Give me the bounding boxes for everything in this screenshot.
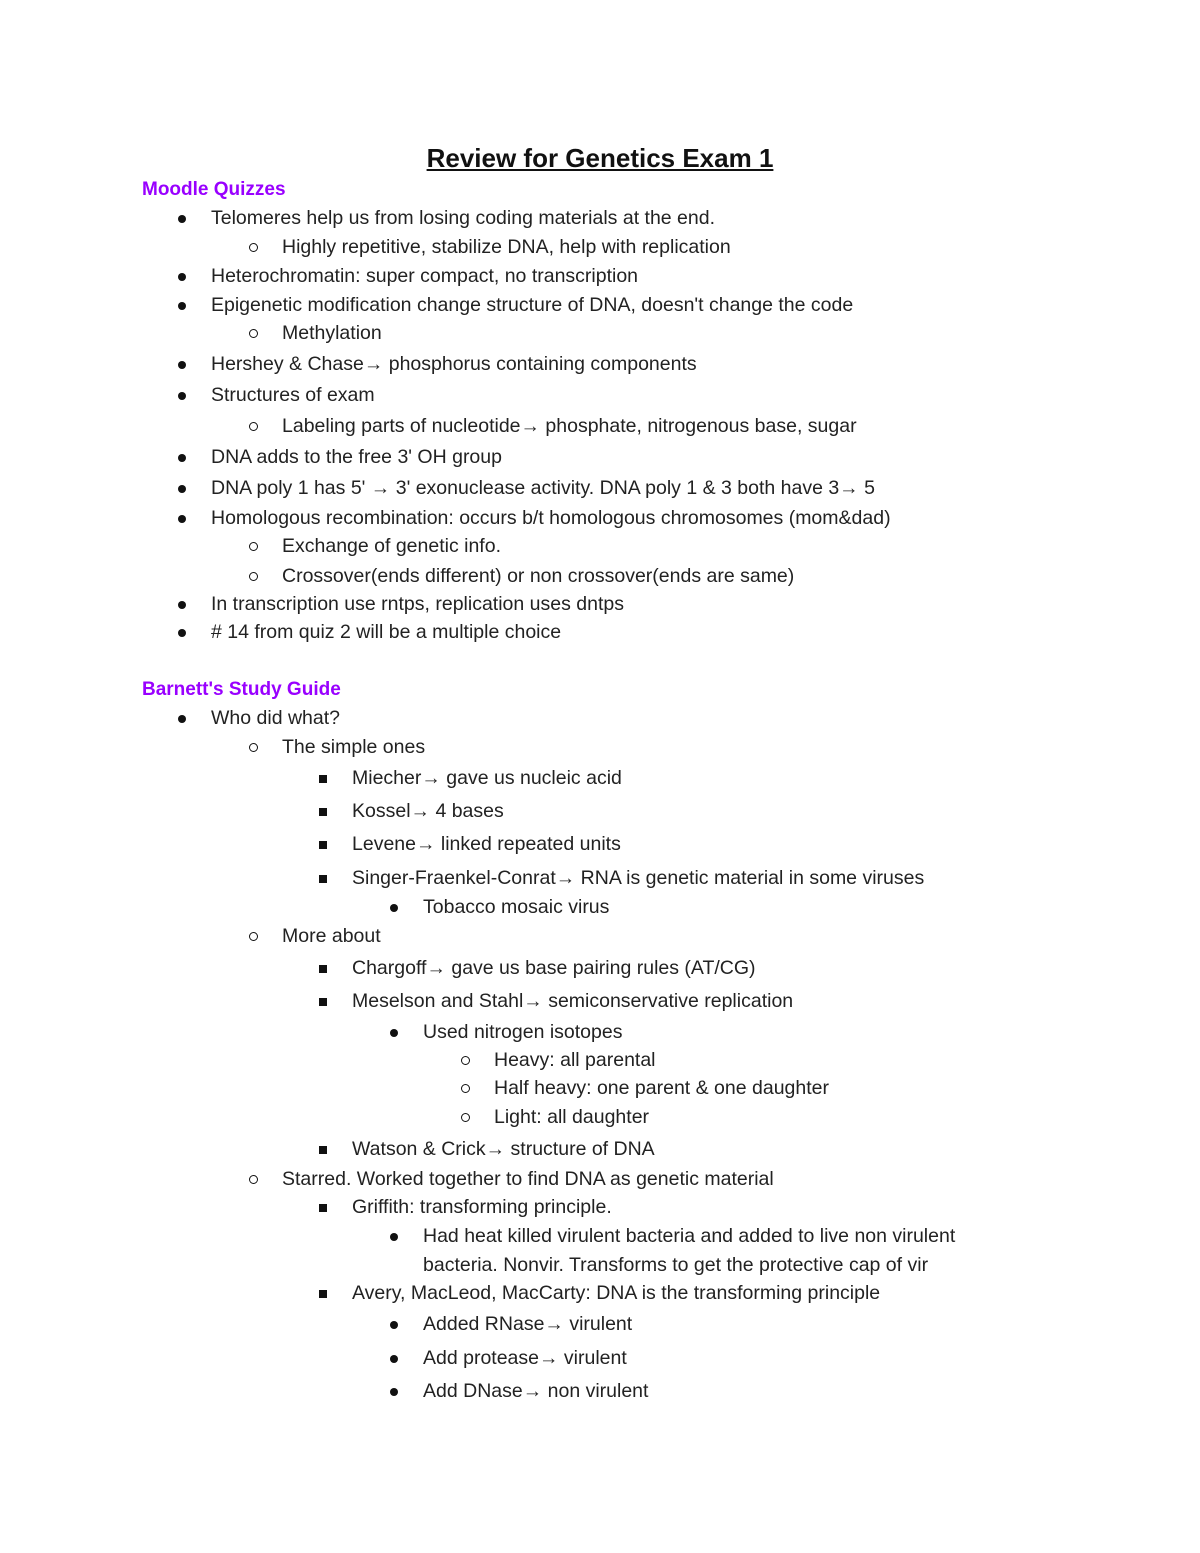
bullet-square-icon — [319, 1146, 327, 1154]
bullet-circle-icon — [461, 1084, 470, 1093]
bullet-disc-icon — [178, 361, 186, 369]
bullet-square-icon — [319, 775, 327, 783]
list-item: Homologous recombination: occurs b/t homologous chromosomes (mom&dad) — [211, 504, 891, 532]
bullet-square-icon — [319, 875, 327, 883]
list-item: Crossover(ends different) or non crossover(ends are same) — [282, 562, 794, 590]
list-item: Epigenetic modification change structure of DNA, doesn't change the code — [211, 291, 853, 319]
bullet-square-icon — [319, 1290, 327, 1298]
bullet-square-icon — [319, 965, 327, 973]
list-item: Add protease→ virulent — [423, 1344, 627, 1372]
list-item: Heterochromatin: super compact, no transcription — [211, 262, 638, 290]
list-item: Hershey & Chase→ phosphorus containing components — [211, 350, 697, 378]
bullet-disc-icon — [178, 629, 186, 637]
list-item: Meselson and Stahl→ semiconservative replication — [352, 987, 793, 1015]
bullet-disc-icon — [178, 715, 186, 723]
list-item: Half heavy: one parent & one daughter — [494, 1074, 829, 1102]
list-item: Miecher→ gave us nucleic acid — [352, 764, 622, 792]
bullet-circle-icon — [461, 1056, 470, 1065]
list-item: Exchange of genetic info. — [282, 532, 501, 560]
bullet-disc-icon — [390, 904, 398, 912]
list-item: # 14 from quiz 2 will be a multiple choice — [211, 618, 561, 646]
bullet-circle-icon — [461, 1113, 470, 1122]
bullet-circle-icon — [249, 743, 258, 752]
list-item: Avery, MacLeod, MacCarty: DNA is the transforming principle — [352, 1279, 880, 1307]
list-item: Structures of exam — [211, 381, 375, 409]
list-item: Telomeres help us from losing coding materials at the end. — [211, 204, 715, 232]
list-item: Singer-Fraenkel-Conrat→ RNA is genetic material in some viruses — [352, 864, 924, 892]
bullet-square-icon — [319, 1204, 327, 1212]
list-item: Labeling parts of nucleotide→ phosphate, nitrogenous base, sugar — [282, 412, 857, 440]
bullet-circle-icon — [249, 329, 258, 338]
bullet-square-icon — [319, 841, 327, 849]
list-item: Used nitrogen isotopes — [423, 1018, 622, 1046]
list-item: Chargoff→ gave us base pairing rules (AT/CG) — [352, 954, 756, 982]
list-item: Levene→ linked repeated units — [352, 830, 621, 858]
bullet-disc-icon — [178, 215, 186, 223]
bullet-disc-icon — [390, 1388, 398, 1396]
list-item: Watson & Crick→ structure of DNA — [352, 1135, 655, 1163]
list-item-continuation: bacteria. Nonvir. Transforms to get the protective cap of vir — [423, 1254, 929, 1276]
list-item: Highly repetitive, stabilize DNA, help with replication — [282, 233, 731, 261]
list-item: DNA adds to the free 3' OH group — [211, 443, 502, 471]
list-item: In transcription use rntps, replication uses dntps — [211, 590, 624, 618]
bullet-circle-icon — [249, 243, 258, 252]
list-item: Add DNase→ non virulent — [423, 1377, 648, 1405]
bullet-disc-icon — [178, 273, 186, 281]
bullet-disc-icon — [178, 485, 186, 493]
list-item: Had heat killed virulent bacteria and added to live non virulent — [423, 1222, 955, 1250]
list-item: Light: all daughter — [494, 1103, 649, 1131]
bullet-circle-icon — [249, 542, 258, 551]
section-heading-barnetts-study-guide: Barnett's Study Guide — [142, 679, 341, 700]
bullet-disc-icon — [390, 1321, 398, 1329]
bullet-disc-icon — [178, 302, 186, 310]
bullet-disc-icon — [178, 601, 186, 609]
bullet-disc-icon — [390, 1029, 398, 1037]
list-item: More about — [282, 922, 381, 950]
list-item: DNA poly 1 has 5' → 3' exonuclease activity. DNA poly 1 & 3 both have 3→ 5 — [211, 474, 875, 502]
list-item: Heavy: all parental — [494, 1046, 656, 1074]
bullet-disc-icon — [178, 454, 186, 462]
bullet-square-icon — [319, 998, 327, 1006]
page-title: Review for Genetics Exam 1 — [426, 143, 774, 173]
bullet-disc-icon — [390, 1233, 398, 1241]
bullet-disc-icon — [390, 1355, 398, 1363]
bullet-disc-icon — [178, 515, 186, 523]
bullet-circle-icon — [249, 572, 258, 581]
list-item: Tobacco mosaic virus — [423, 893, 609, 921]
bullet-circle-icon — [249, 932, 258, 941]
list-item: The simple ones — [282, 733, 425, 761]
section-heading-moodle-quizzes: Moodle Quizzes — [142, 179, 286, 200]
list-item: Methylation — [282, 319, 382, 347]
list-item: Kossel→ 4 bases — [352, 797, 504, 825]
list-item: Starred. Worked together to find DNA as genetic material — [282, 1165, 774, 1193]
list-item: Griffith: transforming principle. — [352, 1193, 612, 1221]
bullet-circle-icon — [249, 1175, 258, 1184]
list-item: Who did what? — [211, 704, 340, 732]
bullet-square-icon — [319, 808, 327, 816]
bullet-disc-icon — [178, 392, 186, 400]
bullet-circle-icon — [249, 422, 258, 431]
list-item: Added RNase→ virulent — [423, 1310, 632, 1338]
